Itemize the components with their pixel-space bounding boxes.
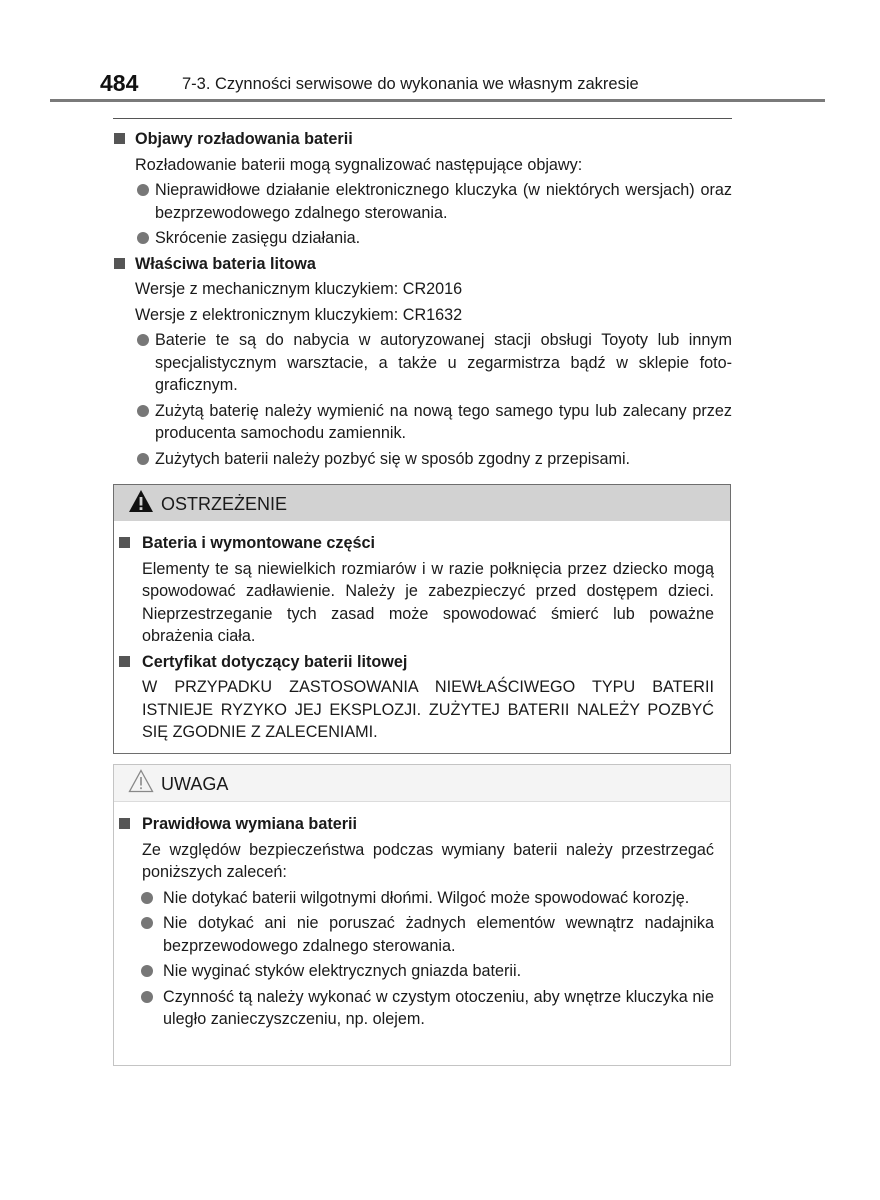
- warning-triangle-icon: [128, 489, 154, 513]
- round-bullet-icon: [141, 991, 153, 1003]
- section-heading-symptoms: Objawy rozładowania baterii: [114, 128, 732, 151]
- round-bullet-icon: [141, 917, 153, 929]
- warning-text-parts: Elementy te są niewielkich rozmiarów i w razie połknięcia przez dziecko mogą spowodować zadławienie. Należy je zabezpieczyć przed dostępem dzieci. Nieprzestrzeganie tych zasad może spowodować śmierć lub poważne obrażenia ciała.: [142, 559, 714, 645]
- list-item: Czynność tą należy wykonać w czystym otoczeniu, aby wnętrze kluczyka nie uległo zanieczyszczeniu, np. olejem.: [119, 986, 714, 1031]
- notice-heading: Prawidłowa wymiana baterii: [119, 813, 714, 836]
- caution-triangle-outline-icon: [128, 769, 154, 793]
- list-item: Nie dotykać ani nie poruszać żadnych elementów wewnątrz nadajnika bezprzewodowego zdalnego sterowania.: [119, 912, 714, 957]
- battery-mechanical-key: Wersje z mechanicznym kluczykiem: CR2016: [135, 280, 463, 298]
- list-item: Nieprawidłowe działanie elektronicznego kluczyka (w niektórych wersjach) oraz bezprzewodowego zdalnego sterowania.: [114, 179, 732, 224]
- battery-electronic-key: Wersje z elektronicznym kluczykiem: CR1632: [135, 305, 463, 324]
- round-bullet-icon: [137, 334, 149, 346]
- page-number: 484: [100, 70, 139, 96]
- notice-box: [113, 764, 731, 1066]
- square-bullet-icon: [119, 818, 130, 829]
- warning-text-certificate: W PRZYPADKU ZASTOSOWANIA NIEWŁAŚCIWEGO TYPU BATERII ISTNIEJE RYZYKO JEJ EKSPLOZJI. ZUŻYTEJ BATERII NALEŻY POZBYĆ SIĘ ZGODNIE Z ZALECENIAMI.: [142, 678, 714, 741]
- notice-title: UWAGA: [161, 774, 229, 794]
- warning-heading-parts: Bateria i wymontowane części: [119, 532, 714, 555]
- warning-box: [113, 484, 731, 754]
- round-bullet-icon: [141, 965, 153, 977]
- list-item: Nie dotykać baterii wilgotnymi dłońmi. Wilgoć może spowodować korozję.: [119, 887, 714, 910]
- square-bullet-icon: [119, 656, 130, 667]
- section-heading-battery: Właściwa bateria litowa: [114, 253, 732, 276]
- round-bullet-icon: [137, 453, 149, 465]
- warning-title-bar: [114, 485, 730, 521]
- list-item: Skrócenie zasięgu działania.: [114, 227, 732, 250]
- content-rule: [113, 118, 732, 119]
- notice-body: [114, 802, 730, 1031]
- list-item: Nie wyginać styków elektrycznych gniazda baterii.: [119, 960, 714, 983]
- round-bullet-icon: [137, 184, 149, 196]
- page-header: [0, 0, 880, 110]
- warning-body: [114, 521, 730, 744]
- list-item: Zużytą baterię należy wymienić na nową tego samego typu lub zalecany przez producenta samochodu zamiennik.: [114, 400, 732, 445]
- round-bullet-icon: [137, 405, 149, 417]
- notice-title-bar: [114, 765, 730, 802]
- header-rule: [50, 99, 825, 102]
- symptoms-intro: Rozładowanie baterii mogą sygnalizować następujące objawy:: [135, 155, 583, 174]
- chapter-title: 7-3. Czynności serwisowe do wykonania we własnym zakresie: [182, 75, 639, 93]
- main-content: [114, 125, 732, 470]
- notice-intro: Ze względów bezpieczeństwa podczas wymiany baterii należy przestrzegać poniższych zaleceń:: [142, 840, 714, 881]
- list-item: Baterie te są do nabycia w autoryzowanej stacji obsługi Toyoty lub innym specjalistycznym warsztacie, a także u zegarmistrza bądź w sklepie fotograficznym.: [114, 329, 732, 397]
- warning-title: OSTRZEŻENIE: [161, 494, 288, 514]
- list-item: Zużytych baterii należy pozbyć się w sposób zgodny z przepisami.: [114, 448, 732, 471]
- round-bullet-icon: [137, 232, 149, 244]
- square-bullet-icon: [114, 133, 125, 144]
- square-bullet-icon: [119, 537, 130, 548]
- square-bullet-icon: [114, 258, 125, 269]
- round-bullet-icon: [141, 892, 153, 904]
- warning-heading-certificate: Certyfikat dotyczący baterii litowej: [119, 651, 714, 674]
